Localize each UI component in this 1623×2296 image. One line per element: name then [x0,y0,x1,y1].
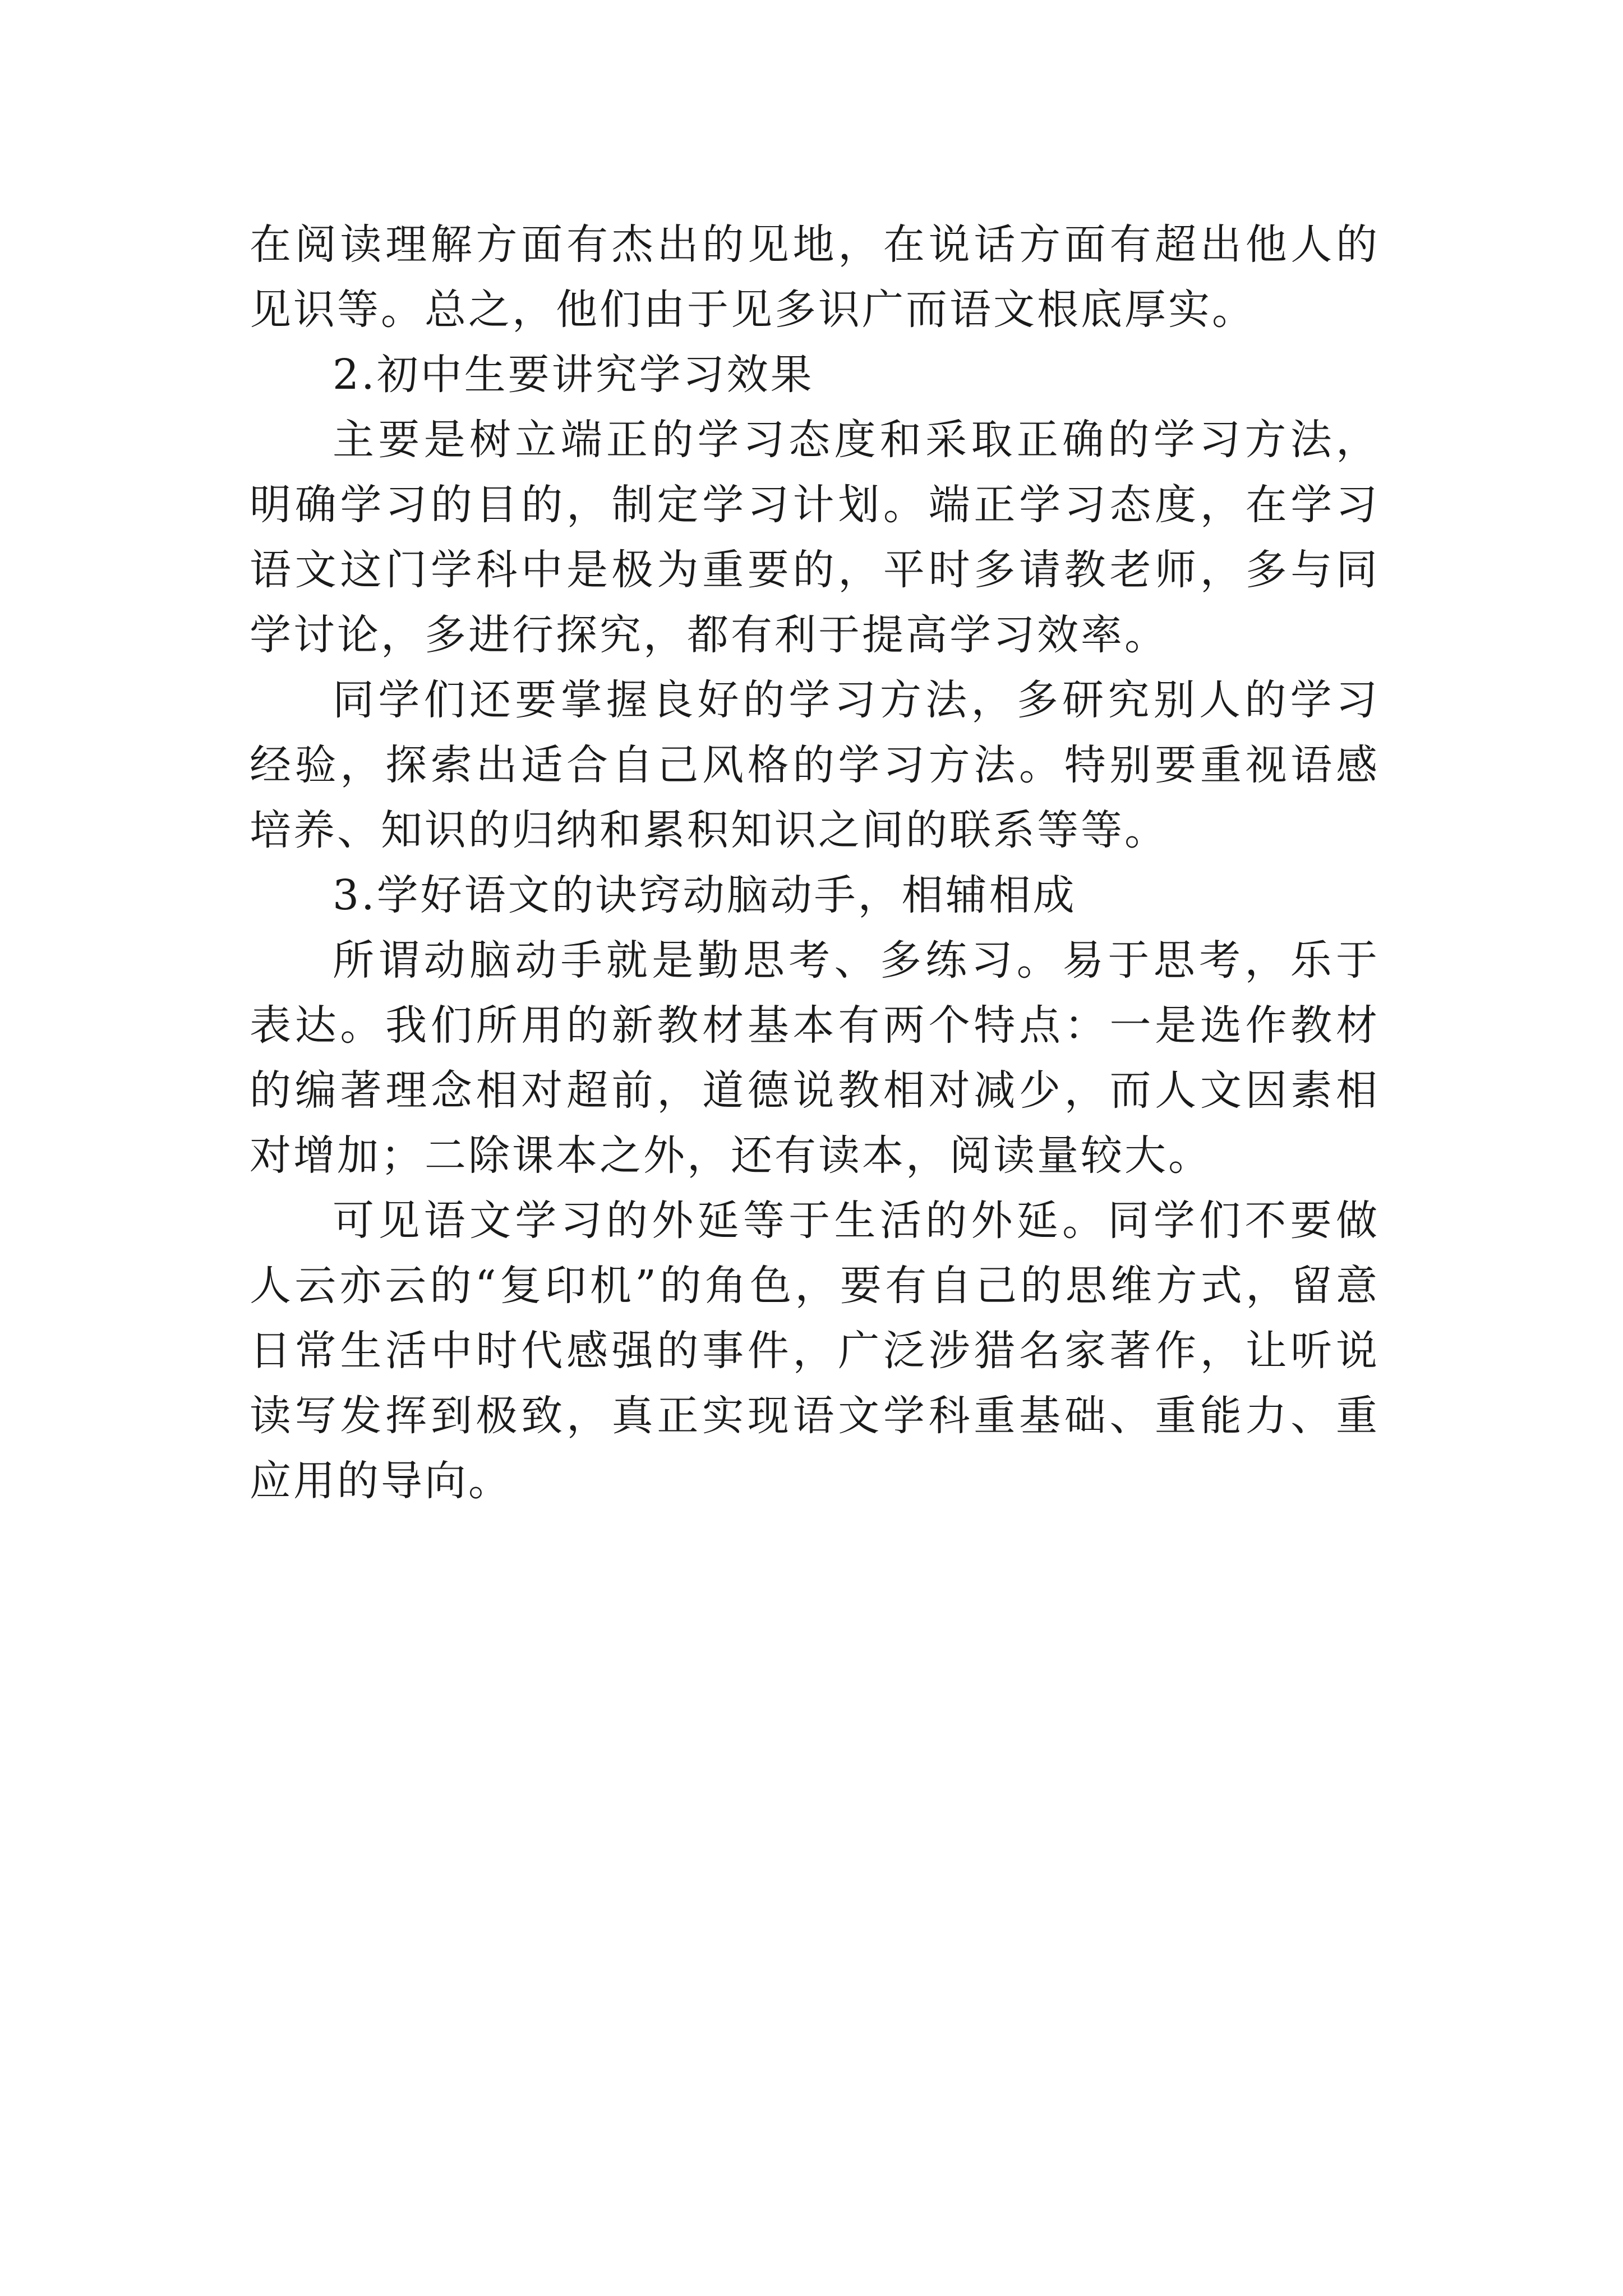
section-heading-2: 2.初中生要讲究学习效果 [333,351,814,399]
body-text [250,212,1380,1513]
paragraph-1: 在阅读理解方面有杰出的见地，在说话方面有超出他人的见识等。总之，他们由于见多识广而语文根底厚实。 [250,220,1380,334]
section-heading-3: 3.学好语文的诀窍动脑动手，相辅相成 [333,871,1077,919]
paragraph-2: 主要是树立端正的学习态度和采取正确的学习方法，明确学习的目的，制定学习计划。端正学习态度，在学习语文这门学科中是极为重要的，平时多请教老师，多与同学讨论，多进行探究，都有利于提高学习效率。 [250,416,1380,659]
paragraph-4: 所谓动脑动手就是勤思考、多练习。易于思考，乐于表达。我们所用的新教材基本有两个特点：一是选作教材的编著理念相对超前，道德说教相对减少，而人文因素相对增加；二除课本之外，还有读本，阅读量较大。 [250,936,1380,1180]
paragraph-5: 可见语文学习的外延等于生活的外延。同学们不要做人云亦云的“复印机”的角色，要有自己的思维方式，留意日常生活中时代感强的事件，广泛涉猎名家著作，让听说读写发挥到极致，真正实现语文学科重基础、重能力、重应用的导向。 [250,1197,1380,1505]
paragraph-3: 同学们还要掌握良好的学习方法，多研究别人的学习经验，探索出适合自己风格的学习方法。特别要重视语感培养、知识的归纳和累积知识之间的联系等等。 [250,676,1380,854]
